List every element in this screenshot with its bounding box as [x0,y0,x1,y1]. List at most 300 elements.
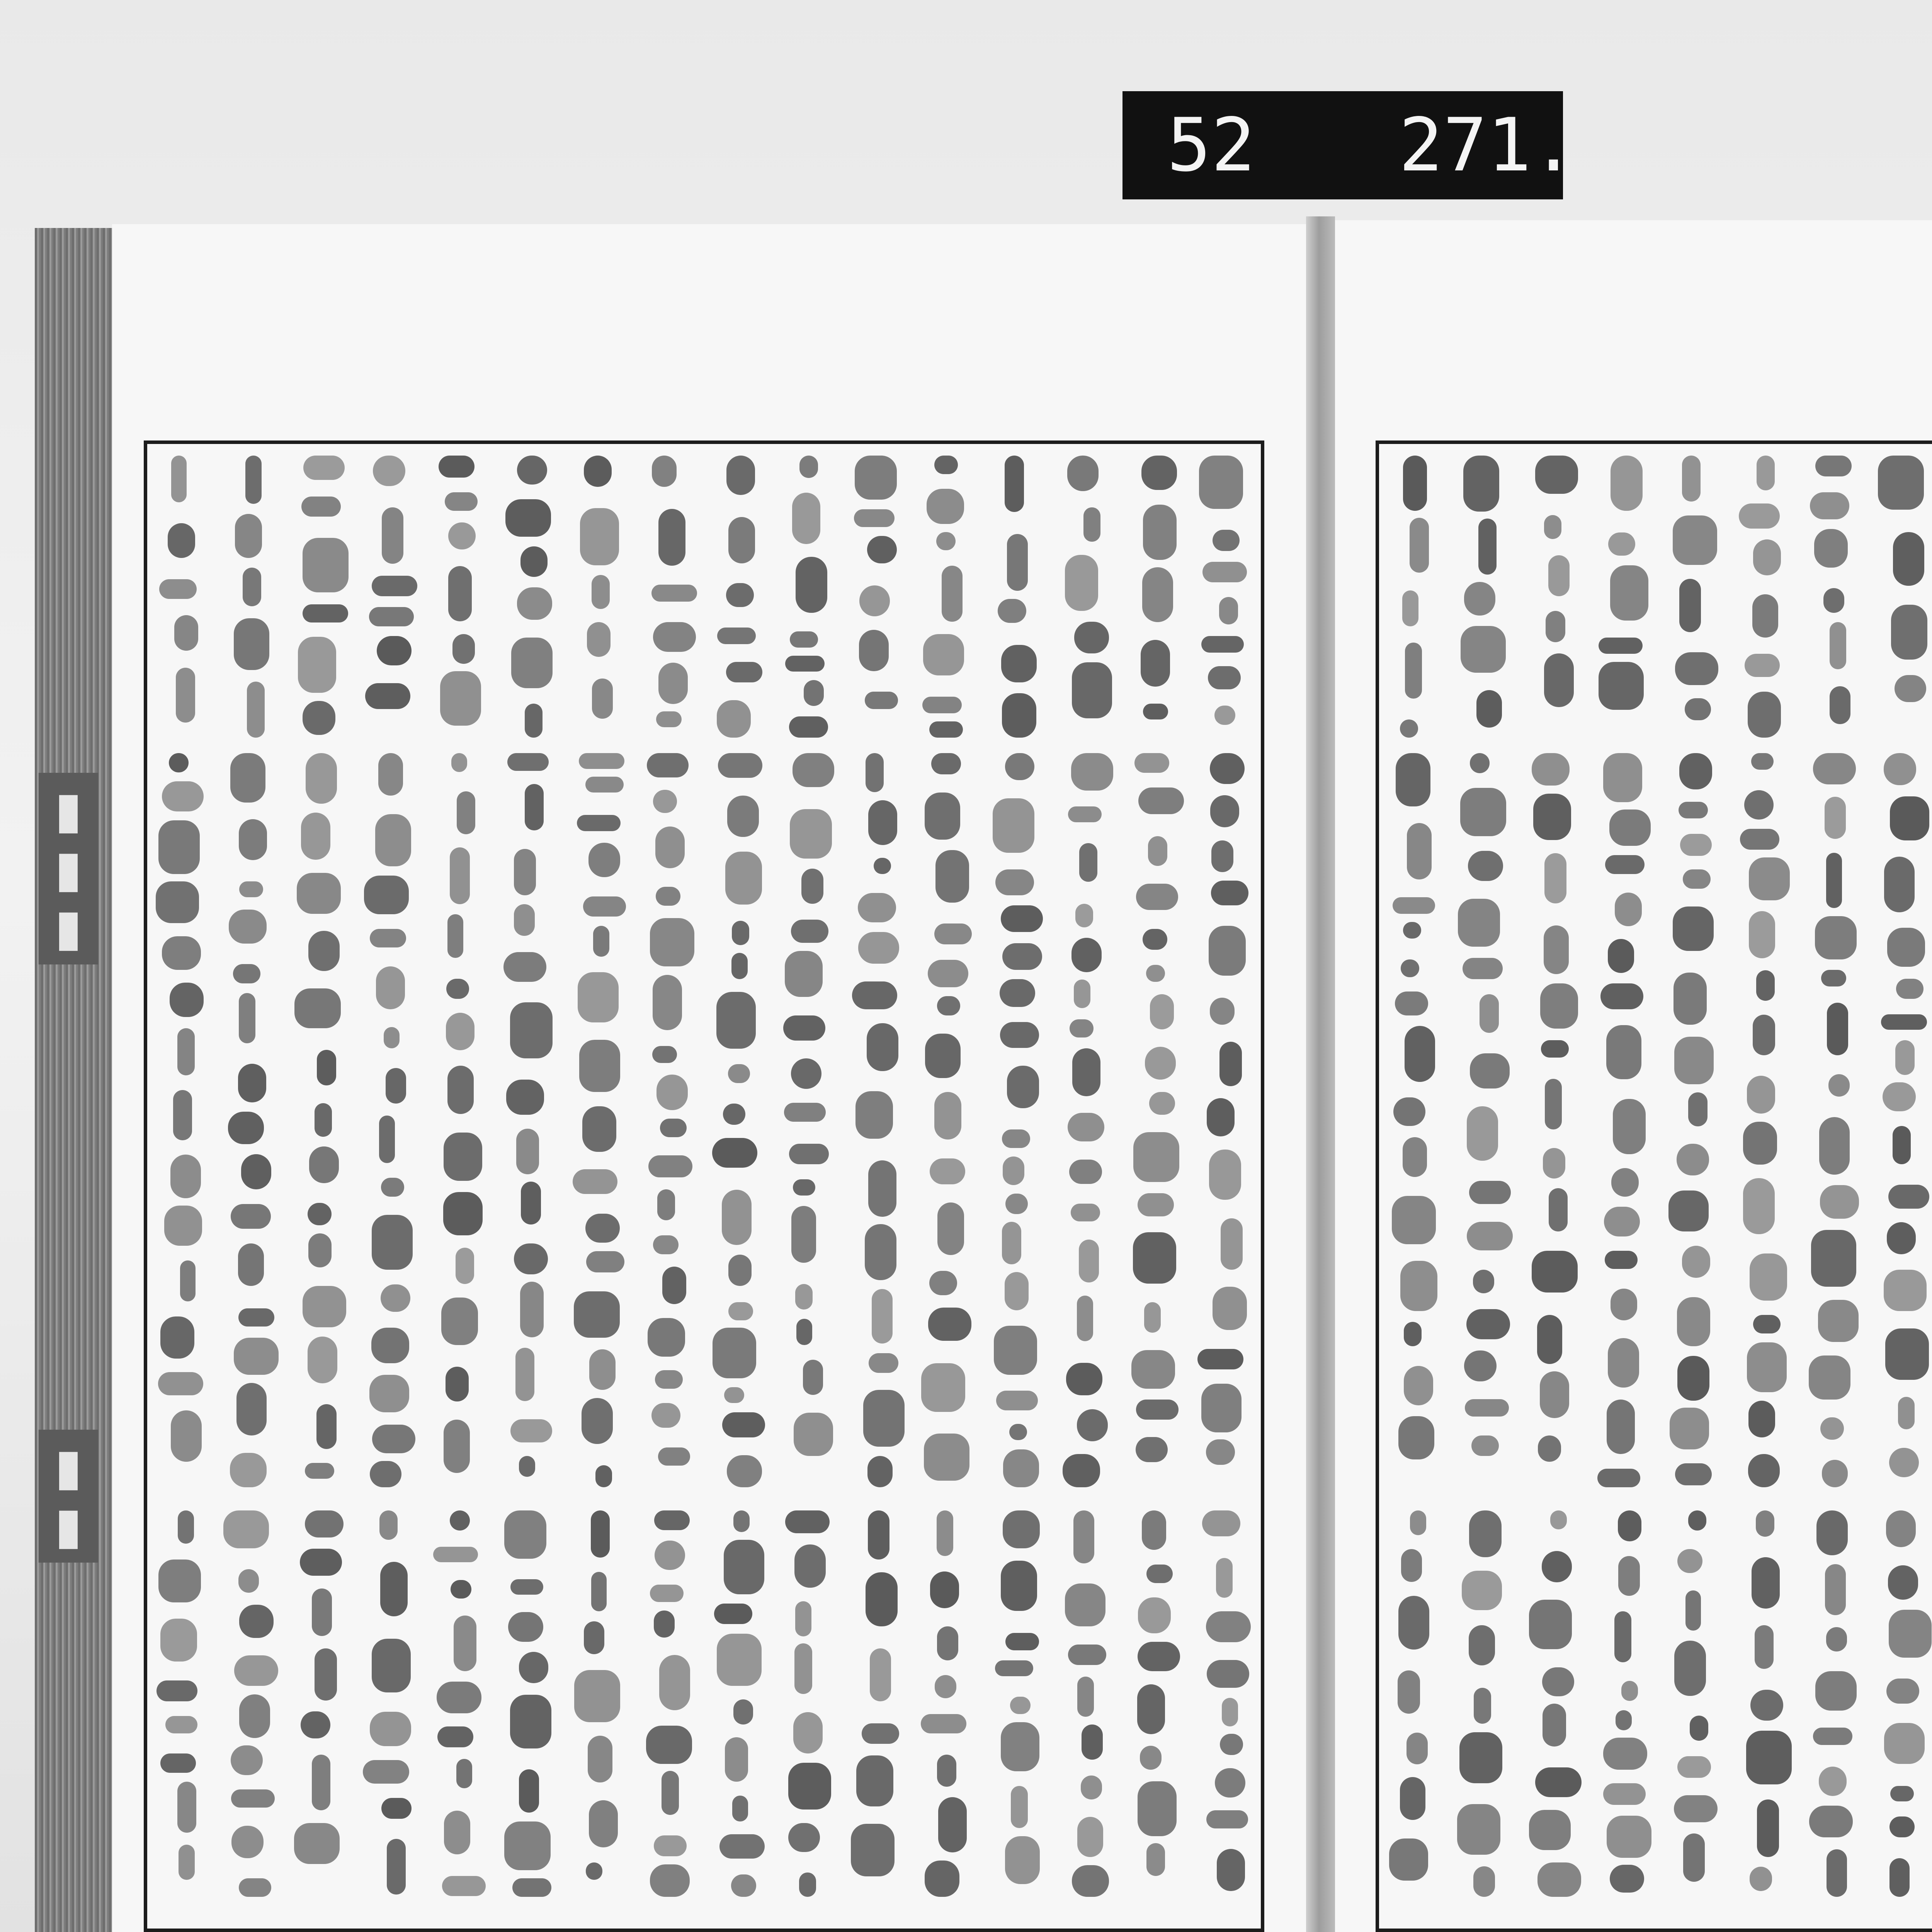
script-stroke [158,820,200,874]
script-stroke [1000,1022,1039,1048]
script-stroke [653,622,696,652]
script-stroke [1888,1565,1918,1600]
script-stroke [936,532,956,550]
script-stroke [574,1670,620,1722]
script-stroke [929,721,963,738]
script-stroke [1392,1196,1435,1244]
script-stroke [1884,1270,1927,1311]
script-stroke [239,1605,274,1638]
script-stroke [1389,1838,1428,1881]
script-stroke [160,1619,197,1662]
script-stroke [868,1510,889,1560]
script-stroke [1073,1510,1094,1563]
script-stroke [1607,1400,1635,1454]
script-stroke [658,509,685,566]
script-stroke [866,1572,898,1626]
script-stroke [937,996,960,1015]
script-stroke [300,1549,342,1576]
script-stroke [381,1178,404,1197]
script-stroke [1827,1849,1847,1897]
script-stroke [168,523,195,558]
script-stroke [927,489,964,524]
script-stroke [515,1348,534,1401]
script-stroke [454,1616,476,1671]
script-stroke [1605,855,1645,874]
script-stroke [1690,1716,1708,1741]
script-stroke [803,1360,823,1395]
script-stroke [1750,1690,1783,1720]
script-stroke [1614,1611,1631,1662]
script-stroke [231,1745,263,1775]
script-stroke [1544,515,1561,539]
script-stroke [656,1075,688,1110]
script-stroke [1005,1272,1029,1310]
script-stroke [585,1214,620,1243]
script-stroke [1083,507,1100,542]
script-stroke [1075,904,1093,927]
script-stroke [1609,810,1651,846]
script-stroke [937,1755,956,1787]
script-stroke [1464,1350,1497,1382]
script-stroke [233,964,260,983]
script-stroke [785,951,823,997]
script-stroke [993,798,1034,853]
script-stroke [1752,1557,1780,1609]
script-stroke [231,1204,271,1228]
script-stroke [655,1541,685,1570]
script-stroke [1210,753,1245,784]
script-stroke [446,979,469,998]
script-stroke [381,1798,412,1818]
script-stroke [364,876,409,915]
script-stroke [1149,1092,1175,1115]
script-stroke [1138,1597,1171,1633]
script-stroke [448,566,471,621]
left-page-edges [35,228,118,1932]
script-stroke [658,1447,690,1466]
script-stroke [1670,1408,1709,1449]
script-stroke [450,847,469,904]
script-stroke [1141,456,1177,490]
script-stroke [1748,1401,1775,1437]
script-stroke [1473,1270,1494,1293]
script-stroke [177,1028,195,1076]
script-stroke [1830,686,1850,724]
script-stroke [1533,794,1571,840]
script-stroke [297,873,341,914]
script-stroke [935,1675,956,1698]
script-stroke [1142,1510,1166,1550]
script-stroke [1543,1704,1566,1747]
script-stroke [1401,1549,1422,1582]
script-stroke [1611,1289,1637,1320]
script-stroke [654,1510,690,1530]
script-stroke [1393,1097,1425,1126]
script-stroke [582,1398,613,1444]
script-stroke [1815,916,1857,959]
script-stroke [796,1319,812,1345]
script-stroke [1677,1756,1711,1778]
script-stroke [1610,1865,1644,1893]
script-stroke [1606,1025,1641,1079]
script-stroke [1688,1092,1708,1126]
script-stroke [1815,456,1852,476]
script-stroke [1603,1783,1646,1805]
script-stroke [238,1064,266,1102]
script-stroke [1813,1728,1853,1745]
script-stroke [1747,1342,1787,1392]
script-stroke [1468,851,1503,881]
script-stroke [1069,1160,1102,1184]
script-stroke [372,1639,410,1693]
script-stroke [440,671,481,725]
script-stroke [1206,1439,1235,1464]
script-stroke [243,568,261,606]
script-stroke [1548,555,1570,596]
script-stroke [659,1655,690,1710]
script-stroke [928,1308,971,1341]
script-stroke [588,843,620,877]
script-stroke [591,1572,607,1611]
script-stroke [503,952,546,982]
script-stroke [728,1255,752,1286]
script-stroke [930,1158,965,1184]
script-stroke [1005,456,1024,512]
script-stroke [1476,690,1502,727]
script-stroke [1827,1003,1848,1056]
script-stroke [874,858,891,874]
script-stroke [1000,979,1035,1007]
script-stroke [1529,1600,1572,1649]
script-stroke [1889,1448,1919,1477]
script-stroke [1532,1251,1578,1293]
script-stroke [579,753,624,769]
script-stroke [1674,1641,1706,1696]
script-stroke [234,1655,278,1686]
script-stroke [1830,622,1846,669]
script-stroke [1063,1454,1100,1487]
script-stroke [521,1182,541,1225]
script-stroke [1070,1019,1094,1037]
script-stroke [1396,753,1430,806]
script-stroke [444,1811,470,1855]
script-stroke [655,827,685,868]
script-stroke [1068,1645,1107,1665]
script-stroke [1890,1786,1914,1801]
script-stroke [1895,1040,1915,1075]
script-stroke [592,679,613,719]
script-stroke [1400,719,1418,738]
script-stroke [994,1326,1037,1375]
script-stroke [1406,1733,1428,1765]
script-stroke [1410,518,1429,572]
script-stroke [1550,1510,1567,1529]
script-stroke [1404,1322,1422,1347]
script-stroke [370,1461,401,1487]
script-stroke [591,1510,610,1558]
script-stroke [1400,1261,1437,1311]
script-stroke [723,1104,745,1125]
script-stroke [934,1092,961,1139]
script-stroke [1599,638,1643,654]
script-stroke [510,1695,552,1748]
script-stroke [577,815,621,831]
script-stroke [1826,853,1842,908]
script-stroke [1886,1679,1919,1704]
script-stroke [995,869,1034,895]
script-stroke [441,1298,478,1345]
script-stroke [504,1821,550,1870]
script-stroke [448,522,476,549]
script-stroke [1756,1510,1774,1537]
script-stroke [316,1404,337,1449]
script-stroke [1401,959,1419,977]
script-stroke [1677,1144,1709,1175]
script-stroke [1887,928,1925,966]
script-stroke [519,1652,548,1683]
script-stroke [174,615,199,651]
script-stroke [796,557,828,613]
script-stroke [1007,1066,1039,1108]
script-stroke [525,704,543,738]
script-stroke [783,1015,825,1040]
script-stroke [726,456,755,495]
script-stroke [1747,1076,1775,1114]
script-stroke [789,1144,828,1164]
script-stroke [719,1834,765,1859]
script-stroke [790,809,832,859]
script-stroke [510,1579,544,1595]
script-stroke [937,1202,964,1255]
script-stroke [998,599,1026,623]
script-stroke [785,656,825,672]
script-stroke [1541,1040,1569,1058]
script-stroke [855,1091,893,1139]
script-stroke [870,1648,891,1702]
script-stroke [235,514,262,558]
script-stroke [1607,1816,1651,1858]
script-stroke [1202,1510,1240,1536]
script-stroke [373,456,405,486]
script-stroke [1144,1302,1161,1333]
script-stroke [1143,929,1167,950]
script-stroke [788,1763,831,1810]
script-stroke [1001,645,1037,682]
script-stroke [1878,456,1924,510]
script-stroke [1883,1082,1916,1112]
script-stroke [1403,922,1421,938]
script-stroke [650,918,694,966]
script-stroke [1082,1725,1103,1760]
script-stroke [1685,698,1711,720]
script-stroke [442,1876,486,1896]
script-stroke [859,585,890,616]
script-stroke [451,753,467,772]
script-stroke [1206,1810,1248,1829]
script-stroke [1011,1786,1028,1828]
script-stroke [789,716,828,738]
script-stroke [1148,836,1168,866]
script-stroke [447,914,463,958]
script-stroke [234,618,269,670]
script-stroke [1542,1667,1574,1696]
script-stroke [239,1694,270,1738]
script-stroke [651,1403,680,1428]
script-stroke [1529,1810,1571,1850]
script-stroke [1068,806,1101,822]
script-stroke [1679,753,1712,789]
script-stroke [1133,1132,1179,1182]
script-stroke [1757,1799,1779,1857]
script-stroke [241,1154,271,1189]
script-stroke [588,1736,612,1782]
script-stroke [1673,515,1717,565]
script-stroke [794,1544,826,1588]
script-stroke [447,1066,474,1114]
script-stroke [923,634,964,675]
script-stroke [717,700,750,738]
script-stroke [452,634,475,664]
script-stroke [1820,1185,1859,1219]
script-stroke [1611,1168,1639,1197]
script-stroke [1474,1688,1491,1724]
script-stroke [1603,753,1642,802]
script-stroke [1673,973,1707,1025]
script-stroke [1005,753,1034,780]
script-stroke [456,1759,472,1788]
script-stroke [433,1547,478,1562]
script-stroke [731,953,747,979]
script-stroke [446,1367,469,1401]
script-stroke [1893,1126,1911,1164]
script-stroke [312,1755,330,1810]
script-stroke [1621,1681,1638,1701]
script-stroke [1214,706,1235,724]
script-stroke [1067,456,1099,491]
script-stroke [584,456,612,487]
script-stroke [450,1510,470,1531]
script-stroke [928,960,968,988]
script-stroke [1071,753,1113,791]
script-stroke [921,1714,966,1733]
script-stroke [862,1723,900,1744]
script-stroke [171,456,187,502]
script-stroke [1210,795,1240,827]
script-stroke [1885,1328,1929,1380]
script-stroke [1809,1806,1853,1837]
script-stroke [1674,1795,1718,1822]
script-stroke [1131,1350,1175,1388]
script-stroke [247,682,265,738]
script-stroke [308,1337,337,1383]
script-stroke [1403,1137,1427,1177]
script-stroke [655,1370,682,1388]
script-stroke [1608,939,1634,973]
script-stroke [301,813,330,860]
script-stroke [231,1826,264,1858]
script-stroke [1077,1817,1104,1857]
script-stroke [1683,869,1711,888]
script-stroke [369,607,414,626]
script-stroke [865,692,898,709]
script-stroke [1213,530,1240,551]
script-stroke [164,1206,202,1246]
script-stroke [868,800,897,845]
script-stroke [514,1243,548,1274]
script-stroke [1471,1435,1498,1456]
script-stroke [851,1824,895,1876]
script-stroke [937,1510,954,1556]
script-stroke [647,753,689,777]
script-stroke [931,753,961,774]
script-stroke [587,622,611,657]
left-edge-tab-upper: ▮▮▮ [39,773,98,964]
script-stroke [180,1260,196,1301]
script-stroke [162,781,204,811]
script-stroke [656,887,680,906]
script-stroke [726,583,754,607]
script-stroke [1886,1510,1916,1547]
script-stroke [1398,1596,1430,1650]
script-stroke [1470,753,1490,773]
script-stroke [1739,503,1779,529]
script-stroke [1461,626,1506,673]
script-stroke [593,926,609,957]
script-stroke [662,1267,687,1304]
script-stroke [1197,1349,1243,1369]
script-stroke [514,904,535,936]
script-stroke [1138,1642,1180,1671]
script-stroke [504,1510,546,1559]
script-stroke [445,492,478,511]
script-stroke [519,1456,536,1477]
script-stroke [1201,636,1244,653]
script-stroke [312,1588,332,1636]
script-stroke [520,1282,544,1338]
script-stroke [1544,925,1569,974]
script-stroke [1752,594,1778,638]
script-stroke [1605,1251,1638,1269]
script-stroke [867,1456,893,1487]
script-stroke [788,1823,820,1852]
script-stroke [308,1233,332,1267]
script-stroke [1134,753,1169,773]
script-stroke [791,1058,821,1089]
script-stroke [1599,662,1644,710]
script-stroke [1821,970,1846,986]
script-stroke [996,1391,1038,1410]
script-stroke [1825,797,1846,839]
script-stroke [1460,788,1506,836]
script-stroke [1540,1371,1569,1418]
script-stroke [1213,1287,1247,1330]
script-stroke [785,1510,830,1533]
script-stroke [1753,1015,1775,1055]
script-stroke [793,753,834,787]
script-stroke [1884,857,1915,912]
script-stroke [656,711,682,727]
script-stroke [1138,787,1184,814]
script-stroke [995,1660,1033,1676]
script-stroke [580,508,619,565]
script-stroke [1823,588,1844,613]
script-stroke [1072,662,1112,718]
script-stroke [1889,1858,1910,1897]
script-stroke [1745,654,1780,677]
script-stroke [1540,983,1578,1029]
script-stroke [1675,652,1718,685]
script-stroke [506,1080,544,1114]
